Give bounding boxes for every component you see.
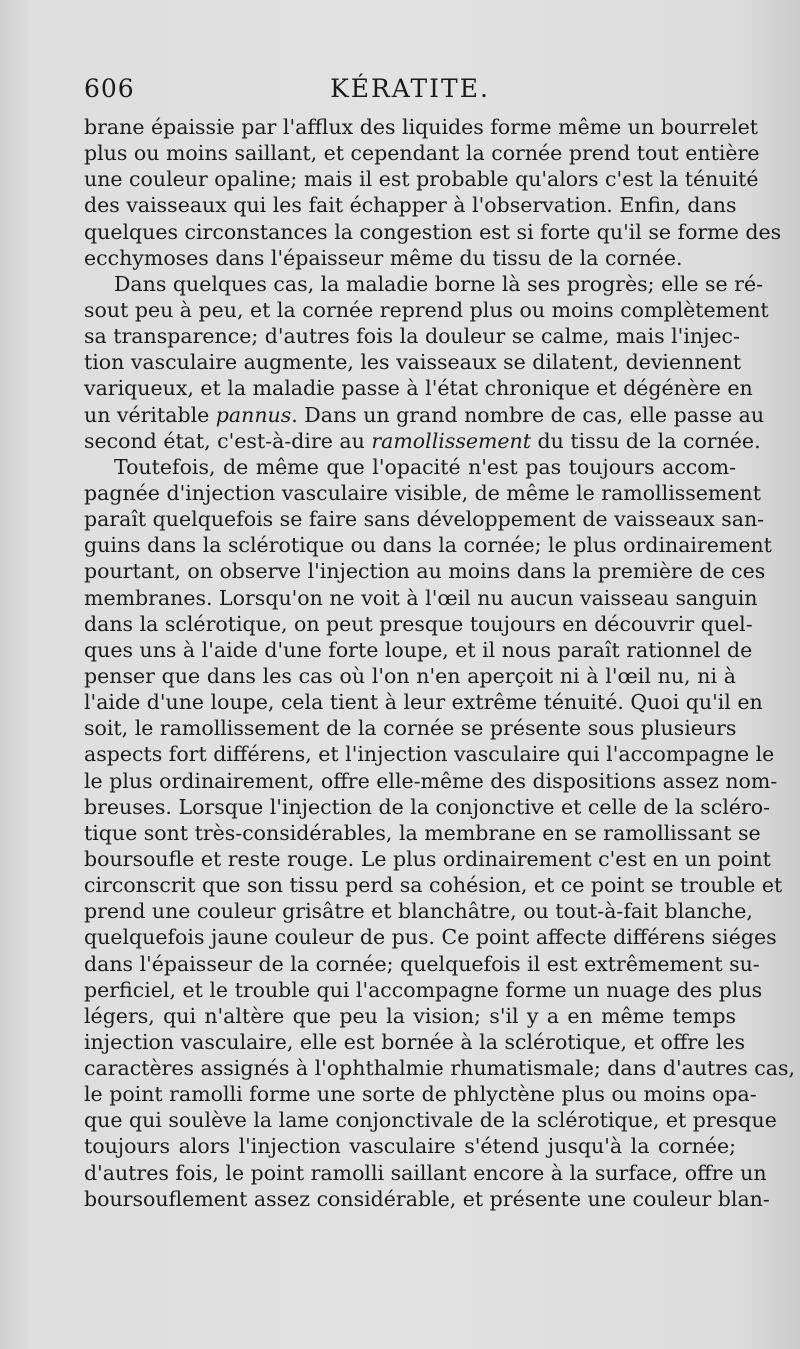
text-line: [84, 611, 753, 637]
text-segment: une couleur opaline; mais il est probable qu'alors c'est la ténuité: [84, 167, 759, 192]
text-line: [84, 506, 765, 532]
text-segment: paraît quelquefois se faire sans développement de vaisseaux san-: [84, 507, 765, 532]
text-segment: tion vasculaire augmente, les vaisseaux se dilatent, deviennent: [84, 350, 742, 375]
text-line: [84, 924, 777, 950]
text-segment: pagnée d'injection vasculaire visible, de même le ramollissement: [84, 480, 761, 505]
text-line: [84, 245, 736, 271]
text-segment: penser que dans les cas où l'on n'en aperçoit ni à l'œil nu, ni à: [84, 663, 736, 688]
text-segment: brane épaissie par l'afflux des liquides forme même un bourrelet: [84, 115, 759, 139]
text-line: [84, 323, 740, 349]
text-line: [84, 872, 783, 898]
text-segment: un véritable: [84, 402, 216, 427]
page-header: [84, 74, 736, 114]
text-line: [84, 140, 760, 166]
text-line: [84, 846, 771, 872]
text-segment: du tissu de la cornée.: [531, 428, 761, 453]
text-line: [84, 663, 736, 689]
text-line: [84, 166, 759, 192]
text-segment: injection vasculaire, elle est bornée à la sclérotique, et offre les: [84, 1029, 746, 1054]
text-segment: le plus ordinairement, offre elle-même des dispositions assez nom-: [84, 768, 778, 793]
text-segment: second état, c'est-à-dire au: [84, 428, 372, 453]
text-segment: dans la sclérotique, on peut presque toujours en découvrir quel-: [84, 611, 753, 636]
text-segment: quelques circonstances la congestion est si forte qu'il se forme des: [84, 219, 782, 244]
text-line: [84, 1186, 770, 1212]
text-segment: breuses. Lorsque l'injection de la conjonctive et celle de la scléro-: [84, 794, 771, 819]
text-segment: tique sont très-considérables, la membrane en se ramollissant se: [84, 820, 761, 845]
italic-term: pannus: [215, 402, 292, 427]
text-line: [84, 715, 736, 741]
text-line: [84, 1003, 736, 1029]
text-line: [84, 741, 775, 767]
text-line: [84, 480, 761, 506]
text-segment: plus ou moins saillant, et cependant la cornée prend tout entière: [84, 141, 760, 166]
text-segment: soit, le ramollissement de la cornée se présente sous plusieurs: [84, 716, 737, 741]
text-line: [84, 402, 765, 428]
text-line: [84, 349, 742, 375]
text-segment: Dans quelques cas, la maladie borne là ses progrès; elle se ré-: [114, 271, 764, 296]
text-segment: d'autres fois, le point ramolli saillant encore à la surface, offre un: [84, 1160, 767, 1185]
text-segment: perficiel, et le trouble qui l'accompagne forme un nuage des plus: [84, 977, 763, 1002]
text-segment: légers, qui n'altère que peu la vision; s'il y a en même temps: [84, 1003, 736, 1028]
text-segment: membranes. Lorsqu'on ne voit à l'œil nu aucun vaisseau sanguin: [84, 585, 758, 610]
text-segment: dans l'épaisseur de la cornée; quelquefois il est extrêmement su-: [84, 951, 760, 976]
text-line: [84, 114, 759, 140]
text-segment: toujours alors l'injection vasculaire s'étend jusqu'à la cornée;: [84, 1134, 736, 1159]
text-segment: variqueux, et la maladie passe à l'état chronique et dégénère en: [84, 376, 753, 401]
italic-term: ramollissement: [371, 428, 531, 453]
text-line: [84, 637, 753, 663]
text-line: [84, 454, 736, 480]
text-line: [84, 1133, 736, 1159]
text-line: [84, 768, 778, 794]
text-segment: boursouflement assez considérable, et présente une couleur blan-: [84, 1186, 770, 1211]
text-segment: circonscrit que son tissu perd sa cohésion, et ce point se trouble et: [84, 873, 783, 898]
body-text: [84, 114, 795, 1212]
text-segment: aspects fort différens, et l'injection vasculaire qui l'accompagne le: [84, 742, 775, 767]
text-segment: guins dans la sclérotique ou dans la cornée; le plus ordinairement: [84, 533, 772, 558]
text-line: [84, 1029, 746, 1055]
running-title: KÉRATITE.: [330, 74, 490, 103]
text-line: [84, 585, 758, 611]
text-line: [84, 1160, 767, 1186]
text-segment: Toutefois, de même que l'opacité n'est pas toujours accom-: [114, 454, 736, 479]
text-segment: quelquefois jaune couleur de pus. Ce point affecte différens siéges: [84, 925, 777, 950]
text-segment: sout peu à peu, et la cornée reprend plus ou moins complètement: [84, 297, 769, 322]
text-segment: sa transparence; d'autres fois la douleur se calme, mais l'injec-: [84, 324, 740, 349]
text-segment: l'aide d'une loupe, cela tient à leur extrême ténuité. Quoi qu'il en: [84, 690, 763, 715]
text-line: [84, 977, 763, 1003]
text-line: [84, 689, 763, 715]
text-line: [84, 1081, 757, 1107]
text-line: [84, 820, 761, 846]
text-segment: que qui soulève la lame conjonctivale de la sclérotique, et presque: [84, 1108, 777, 1133]
text-segment: prend une couleur grisâtre et blanchâtre, ou tout-à-fait blanche,: [84, 899, 753, 924]
text-line: [84, 1055, 795, 1081]
text-segment: caractères assignés à l'ophthalmie rhumatismale; dans d'autres cas,: [84, 1056, 795, 1081]
text-line: [84, 1107, 777, 1133]
text-line: [84, 428, 761, 454]
text-segment: boursoufle et reste rouge. Le plus ordinairement c'est en un point: [84, 846, 771, 871]
text-line: [84, 375, 753, 401]
text-line: [84, 532, 772, 558]
page-number: 606: [84, 74, 135, 103]
text-line: [84, 794, 771, 820]
text-segment: . Dans un grand nombre de cas, elle passe au: [291, 402, 765, 427]
text-segment: le point ramolli forme une sorte de phlyctène plus ou moins opa-: [84, 1082, 757, 1107]
text-segment: ecchymoses dans l'épaisseur même du tissu de la cornée.: [84, 245, 683, 270]
text-line: [84, 271, 764, 297]
text-line: [84, 297, 769, 323]
text-segment: pourtant, on observe l'injection au moins dans la première de ces: [84, 559, 766, 584]
text-line: [84, 219, 782, 245]
text-line: [84, 558, 766, 584]
text-line: [84, 192, 736, 218]
text-segment: des vaisseaux qui les fait échapper à l'observation. Enfin, dans: [84, 193, 737, 218]
text-segment: ques uns à l'aide d'une forte loupe, et il nous paraît rationnel de: [84, 637, 753, 662]
text-line: [84, 898, 753, 924]
text-line: [84, 951, 760, 977]
